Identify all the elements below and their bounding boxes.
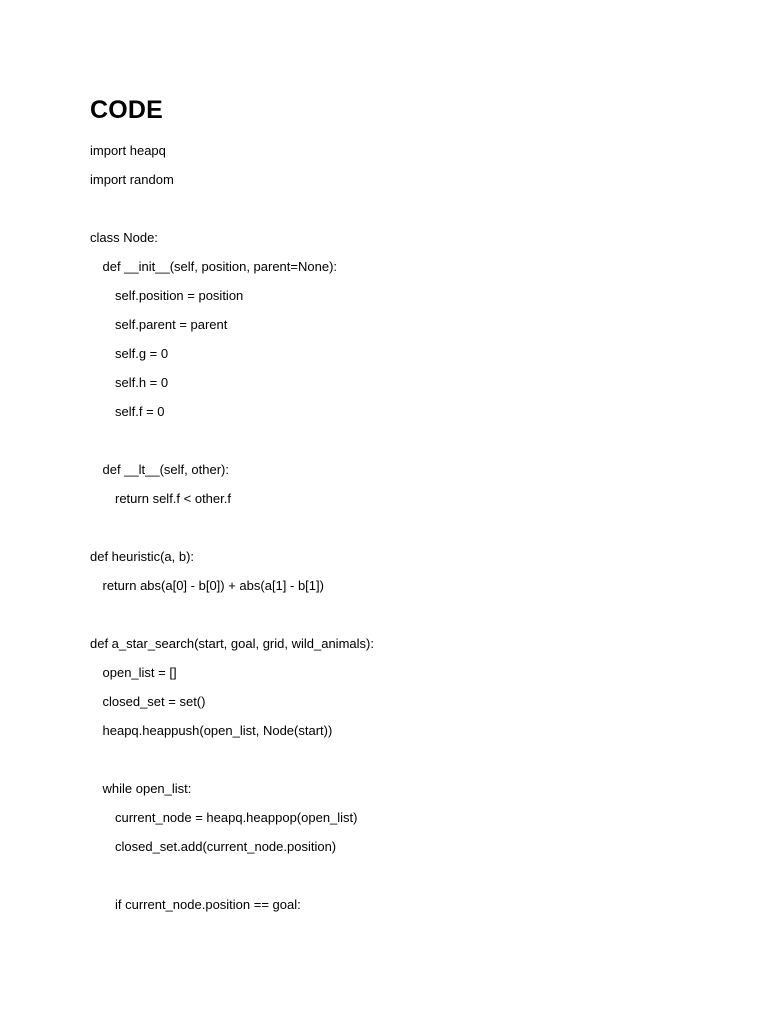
code-line: self.f = 0 xyxy=(115,404,165,419)
code-line: def heuristic(a, b): xyxy=(90,549,195,564)
code-line: return abs(a[0] - b[0]) + abs(a[1] - b[1]) xyxy=(102,578,324,593)
code-line: self.g = 0 xyxy=(115,346,169,361)
code-line: heapq.heappush(open_list, Node(start)) xyxy=(102,723,333,738)
code-line: import random xyxy=(90,172,174,187)
blank-line xyxy=(90,426,710,455)
code-line: while open_list: xyxy=(102,781,192,796)
blank-line xyxy=(90,194,710,223)
code-line: def a_star_search(start, goal, grid, wild_animals): xyxy=(90,636,374,651)
document-title: CODE xyxy=(90,96,164,124)
code-line: open_list = [] xyxy=(102,665,177,680)
code-line: def __lt__(self, other): xyxy=(102,462,229,477)
code-line: closed_set.add(current_node.position) xyxy=(115,839,337,854)
blank-line xyxy=(90,600,710,629)
code-listing xyxy=(90,136,710,919)
code-line: self.parent = parent xyxy=(115,317,228,332)
code-line: self.h = 0 xyxy=(115,375,169,390)
code-line: closed_set = set() xyxy=(102,694,206,709)
blank-line xyxy=(90,861,710,890)
code-line: class Node: xyxy=(90,230,158,245)
document-content xyxy=(90,94,710,919)
code-line: if current_node.position == goal: xyxy=(115,897,301,912)
code-line: self.position = position xyxy=(115,288,244,303)
code-line: return self.f < other.f xyxy=(115,491,231,506)
code-line: def __init__(self, position, parent=None): xyxy=(102,259,338,274)
blank-line xyxy=(90,513,710,542)
code-line: import heapq xyxy=(90,143,166,158)
blank-line xyxy=(90,745,710,774)
code-line: current_node = heapq.heappop(open_list) xyxy=(115,810,358,825)
